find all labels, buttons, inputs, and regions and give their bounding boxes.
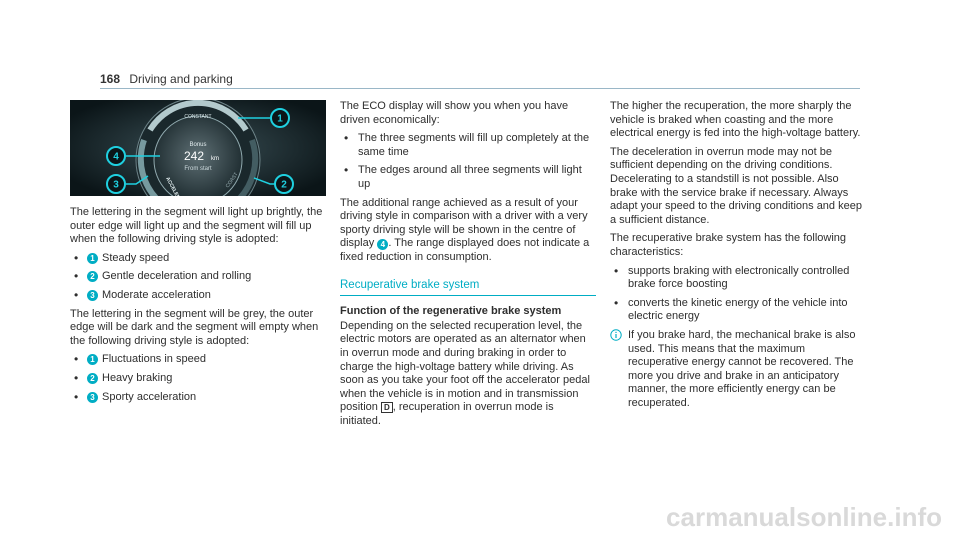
gauge-center-sub: From start (184, 166, 212, 172)
page-number: 168 (100, 72, 121, 86)
callout-2 (275, 175, 293, 193)
header-divider (100, 88, 860, 89)
paragraph-additional-range: The additional range achieved as a result of your driving style in comparison with a driver with a very sporty driving style will be shown in the centre of display 4 . The range displayed does not indicate a fixed reduction in consumption. (340, 196, 590, 263)
gauge-center-value: 242 (183, 149, 205, 163)
list-uneconomical-style (70, 353, 326, 404)
callout-1 (271, 109, 289, 127)
list-item: • 1 Steady speed (74, 250, 170, 265)
svg-text:3: 3 (113, 179, 119, 191)
section-title: Driving and parking (129, 72, 233, 86)
gauge-right-label: COAST (224, 171, 240, 190)
info-icon (610, 329, 622, 341)
column-2 (340, 100, 596, 433)
column-1 (70, 100, 326, 409)
eco-gauge-illustration (70, 100, 326, 196)
list-item: • 3 Moderate acceleration (74, 287, 211, 302)
svg-text:2: 2 (281, 179, 287, 191)
list-item: • 2 Heavy braking (74, 370, 173, 385)
gauge-center-title: Bonus (189, 142, 207, 148)
watermark: carmanualsonline.info (666, 502, 942, 532)
paragraph-characteristics: The recuperative brake system has the following characteristics: (610, 232, 847, 258)
paragraph-bright-segment: The lettering in the segment will light up brightly, the outer edge will light up and the segment will fill up when the following driving style is adopted: (70, 206, 323, 246)
eco-display-figure (70, 100, 326, 196)
list-item: • 3 Sporty acceleration (74, 389, 197, 404)
column-3 (610, 100, 866, 410)
list-item: • 2 Gentle deceleration and rolling (74, 269, 252, 284)
info-note: If you brake hard, the mechanical brake is also used. This means that the maximum recuperative energy cannot be recovered. The more you drive and brake in an anticipatory manner, the more efficiently energy can be recuperated. (610, 329, 866, 411)
section-heading-recuperative-brake: Recuperative brake system (340, 278, 480, 291)
paragraph-recuperation: Depending on the selected recuperation level, the electric motors are operated as an alternator when in overrun mode and during braking in order to charge the high-voltage battery while driving. As soon as you take your foot off the accelerator pedal when the vehicle is in motion and in transmission position D , recuperation in overrun mode is initiated. (340, 319, 590, 427)
list-characteristics (610, 265, 866, 324)
callout-4 (107, 147, 125, 165)
callout-3 (107, 175, 125, 193)
gauge-center-unit: km (211, 156, 219, 162)
subheading-function: Function of the regenerative brake system (340, 305, 562, 318)
paragraph-deceleration: The deceleration in overrun mode may not be sufficient depending on the driving conditions. Decelerating to a standstill is not possible. Also brake with the service brake if necessary. Always adapt your speed to the driving conditions and keep a sufficient distance. (610, 145, 862, 226)
paragraph-higher-recuperation: The higher the recuperation, the more sharply the vehicle is braked when coasting and the more electrical energy is fed into the high-voltage battery. (610, 100, 861, 140)
callout-4-inline: 4 (377, 239, 388, 250)
paragraph-eco-display: The ECO display will show you when you have driven economically: (340, 100, 569, 126)
list-item: • converts the kinetic energy of the vehicle into electric energy (614, 295, 848, 323)
list-item: • supports braking with electronically controlled brake force boosting (614, 263, 850, 291)
svg-text:4: 4 (113, 151, 119, 163)
list-item: • The edges around all three segments will light up (344, 163, 582, 190)
gauge-top-label: CONSTANT (184, 114, 212, 120)
section-divider (340, 295, 596, 296)
list-economical-style (70, 252, 326, 303)
list-eco-indicators (340, 132, 596, 191)
svg-text:1: 1 (277, 113, 283, 125)
list-item: • The three segments will fill up completely at the same time (344, 131, 590, 158)
gear-d-icon: D (381, 402, 393, 413)
paragraph-grey-segment: The lettering in the segment will be grey, the outer edge will be dark and the segment will empty when the following driving style is adopted: (70, 307, 319, 347)
list-item: • 1 Fluctuations in speed (74, 352, 206, 367)
page-header (100, 72, 233, 86)
